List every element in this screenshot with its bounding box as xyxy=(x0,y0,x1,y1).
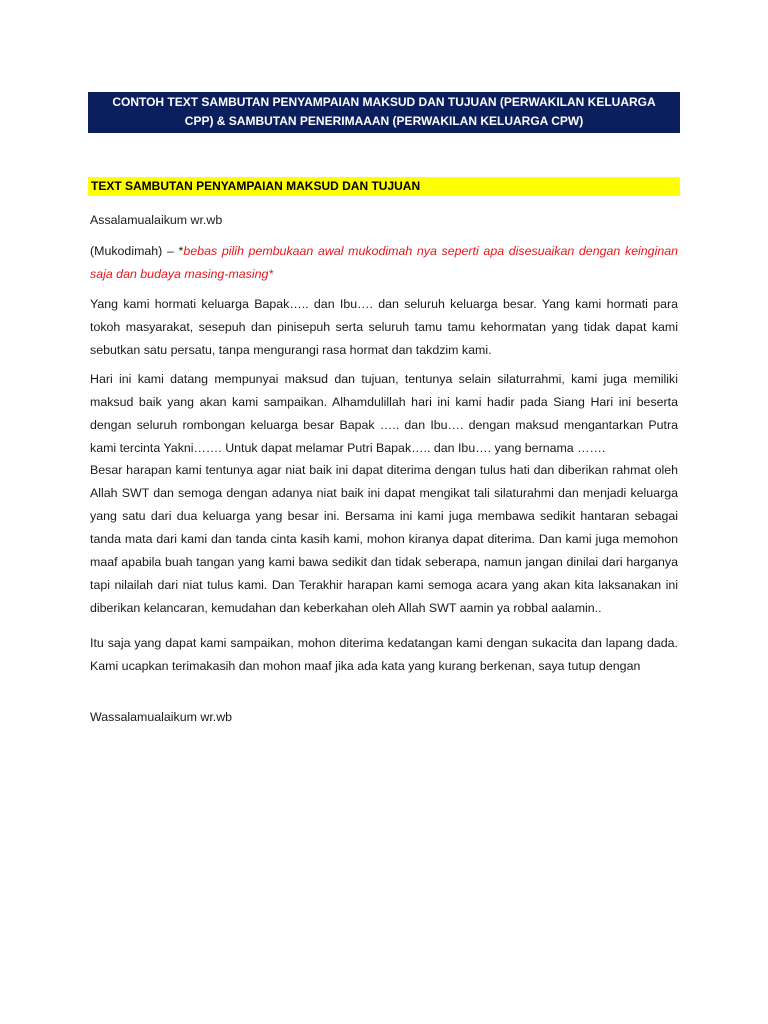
paragraph-3: Besar harapan kami tentunya agar niat baik ini dapat diterima dengan tulus hati dan diberikan rahmat oleh Allah SWT dan semoga dengan adanya niat baik ini dapat mengikat tali silaturahmi dan menjadi keluarga yang satu dari dua keluarga yang besar ini. Bersama ini kami juga membawa sedikit hantaran sebagai tanda mata dari kami dan tanda cinta kasih kami, mohon kiranya dapat diterima. Dan kami juga memohon maaf apabila buah tangan yang kami bawa sedikit dan tidak seberapa, namun jangan dinilai dari harganya tapi nilailah dari niat tulus kami. Dan Terakhir harapan kami semoga acara yang akan kita laksanakan ini diberikan kelancaran, kemudahan dan keberkahan oleh Allah SWT aamin ya robbal aalamin.. xyxy=(90,463,678,615)
mukodimah-prefix: (Mukodimah) – * xyxy=(90,244,184,258)
mukodimah-line xyxy=(90,240,678,286)
greeting: Assalamualaikum wr.wb xyxy=(90,213,223,227)
title-line-2: CPP) & SAMBUTAN PENERIMAAAN (PERWAKILAN KELUARGA CPW) xyxy=(184,114,584,128)
section-heading: TEXT SAMBUTAN PENYAMPAIAN MAKSUD DAN TUJUAN xyxy=(88,177,680,196)
closing-greeting: Wassalamualaikum wr.wb xyxy=(90,710,233,724)
paragraph-2: Hari ini kami datang mempunyai maksud dan tujuan, tentunya selain silaturrahmi, kami juga memiliki maksud baik yang akan kami sampaikan. Alhamdulillah hari ini kami hadir pada Siang Hari ini beserta dengan seluruh rombongan keluarga besar Bapak ….. dan Ibu…. dengan maksud mengantarkan Putra kami tercinta Yakni……. Untuk dapat melamar Putri Bapak….. dan Ibu…. yang bernama ……. xyxy=(90,372,678,455)
mukodimah-note: bebas pilih pembukaan awal mukodimah nya seperti apa disesuaikan dengan keinginan saja dan budaya masing-masing* xyxy=(90,244,678,281)
paragraph-4: Itu saja yang dapat kami sampaikan, mohon diterima kedatangan kami dengan sukacita dan lapang dada. Kami ucapkan terimakasih dan mohon maaf jika ada kata yang kurang berkenan, saya tutup dengan xyxy=(90,636,678,673)
paragraph-1: Yang kami hormati keluarga Bapak….. dan Ibu…. dan seluruh keluarga besar. Yang kami hormati para tokoh masyarakat, sesepuh dan pinisepuh serta seluruh tamu tamu kehormatan yang tidak dapat kami sebutkan satu persatu, tanpa mengurangi rasa hormat dan takdzim kami. xyxy=(90,297,678,357)
document-title-banner xyxy=(88,92,680,133)
title-line-1: CONTOH TEXT SAMBUTAN PENYAMPAIAN MAKSUD DAN TUJUAN (PERWAKILAN KELUARGA xyxy=(112,95,656,109)
